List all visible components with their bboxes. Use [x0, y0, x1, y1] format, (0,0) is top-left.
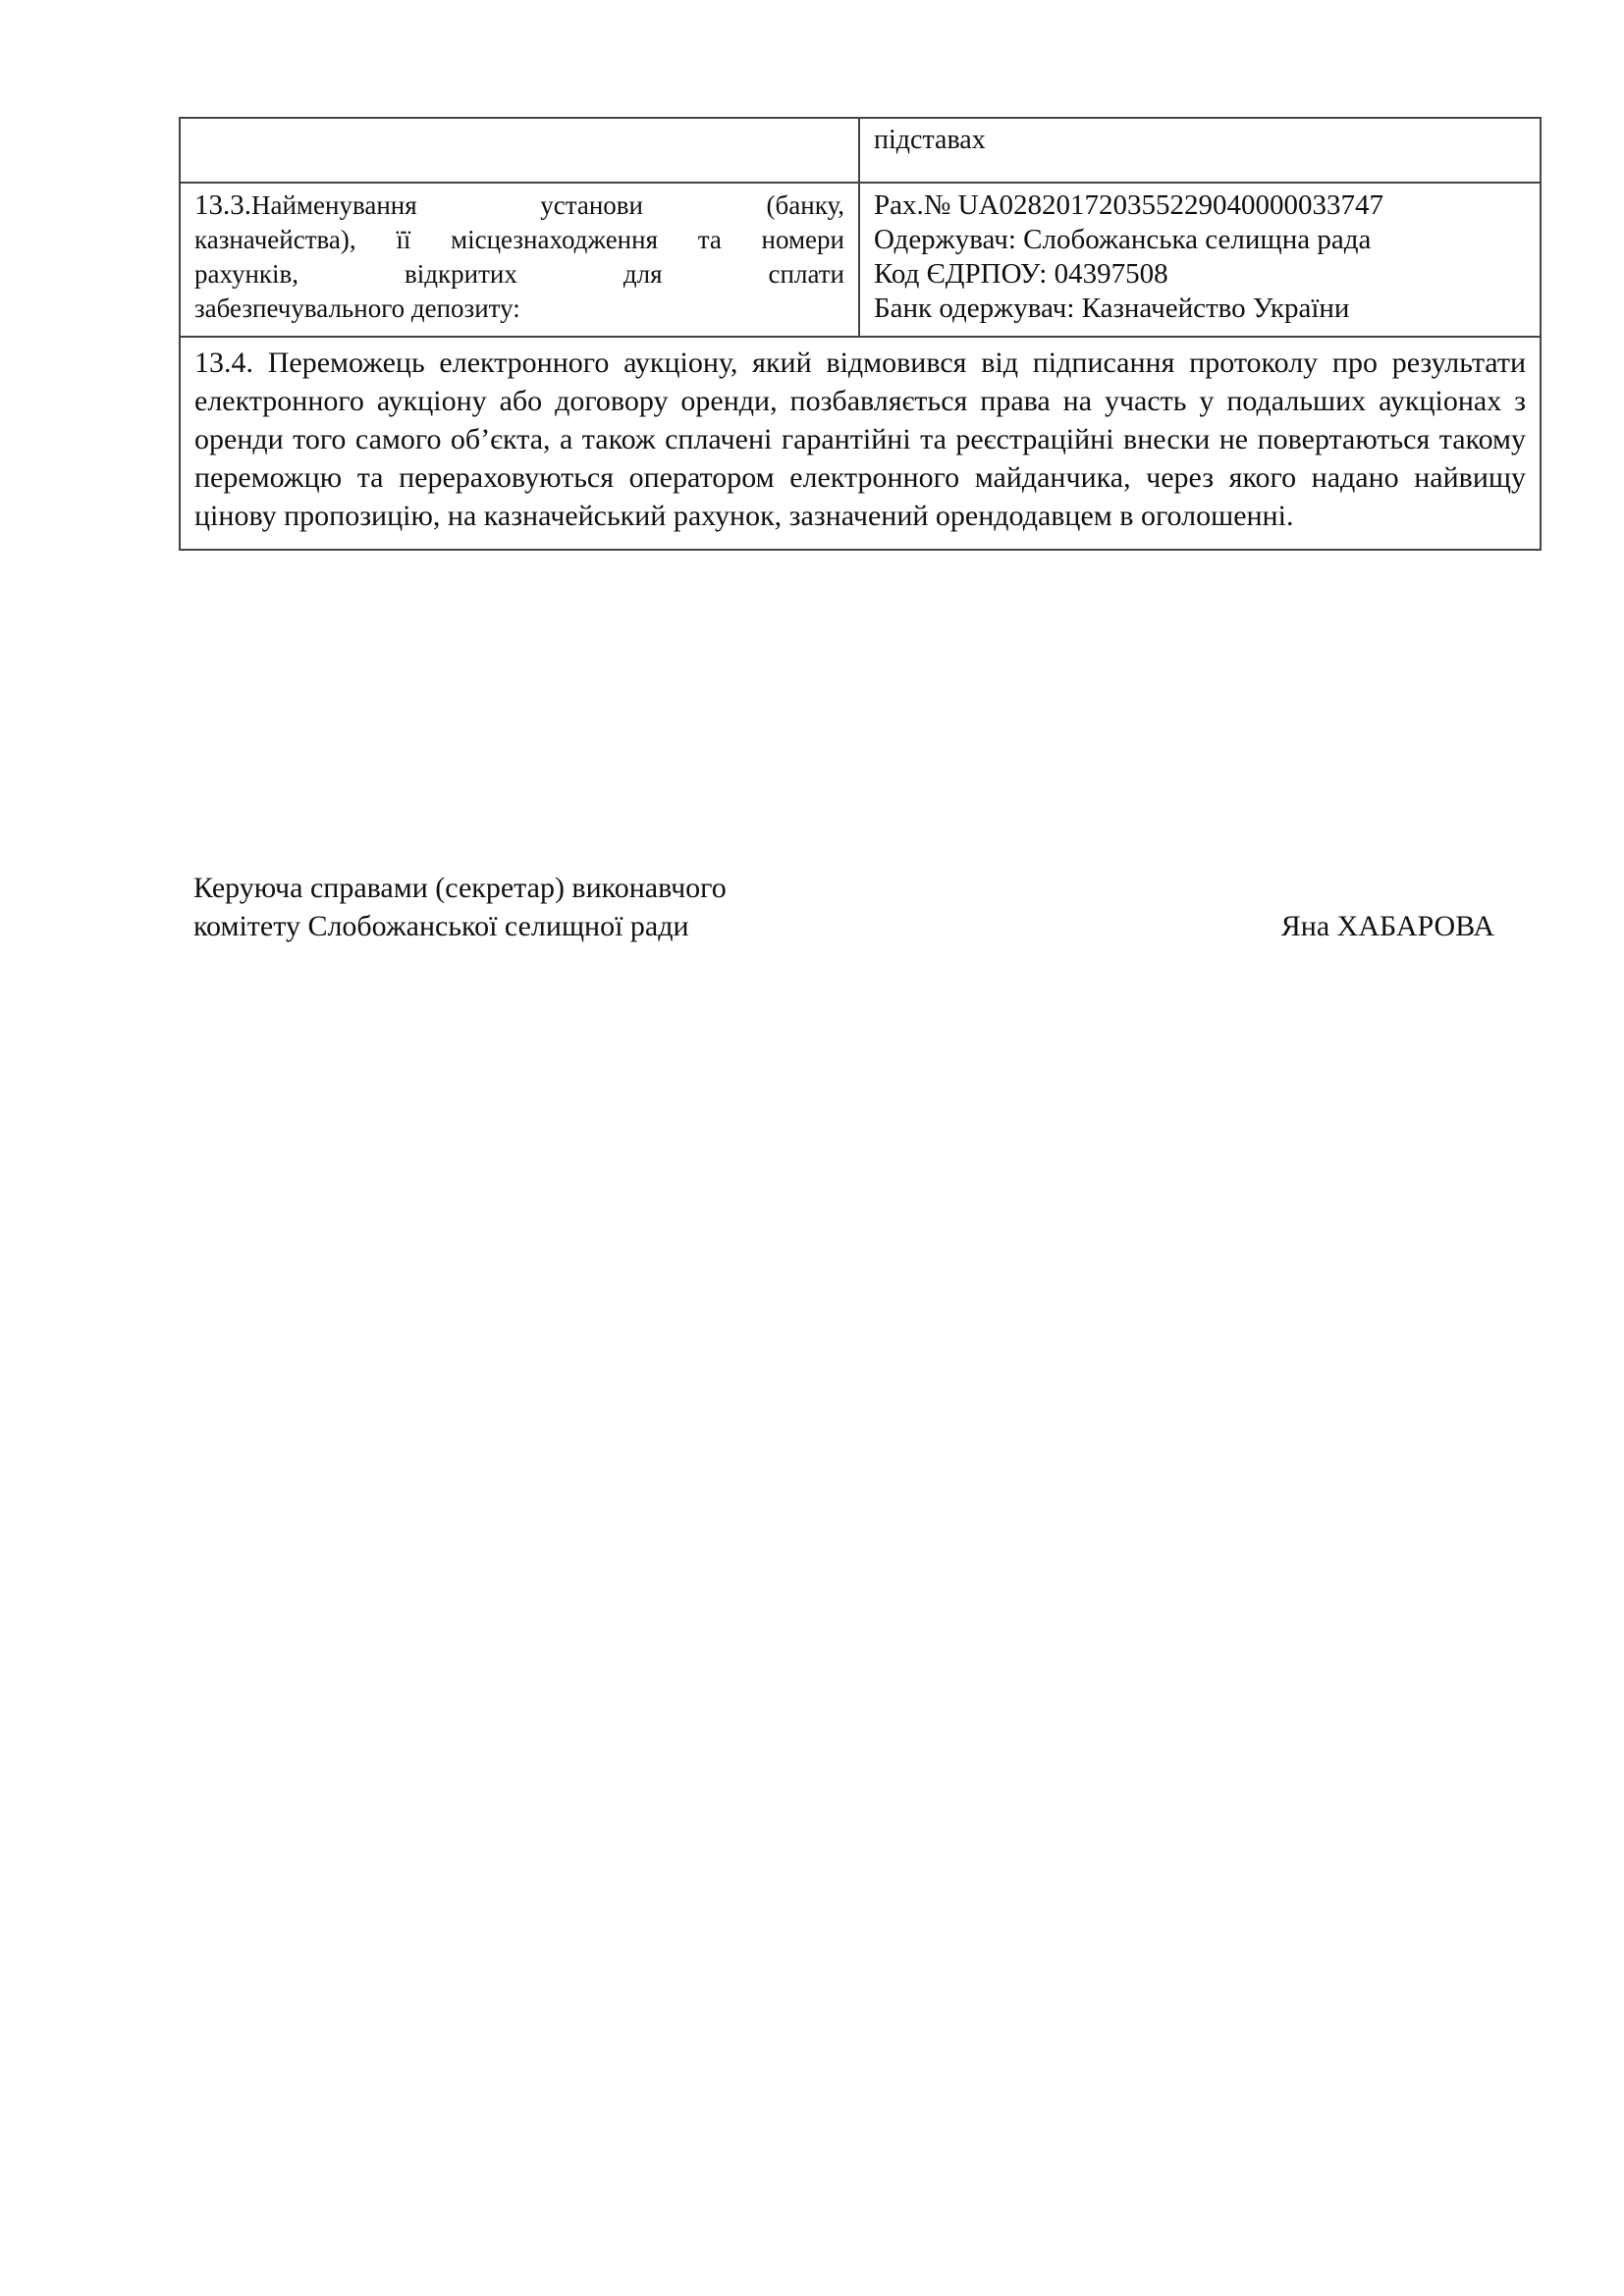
- table-cell-continuation-text: [859, 118, 1541, 183]
- signatory-position-line-2: комітету Слобожанської селищної ради: [193, 910, 689, 942]
- clause-13-4-text: 13.4. Переможець електронного аукціону, який відмовився від підписання протоколу про результати електронного аукціону або договору оренди, позбавляється права на участь у подальших аукціонах з оренди того самого об’єкта, а також сплачені гарантійні та реєстраційні внески не повертаються такому переможцю та перераховуються оператором електронного майданчика, через якого надано найвищу цінову пропозицію, на казначейський рахунок, зазначений орендодавцем в оголошенні.: [194, 347, 1526, 532]
- signatory-name: Яна ХАБАРОВА: [1280, 910, 1494, 942]
- table-cell-13-3-details: [859, 183, 1541, 337]
- table-row-13-3: [180, 183, 1541, 337]
- recipient: Одержувач: Слобожанська селищна рада: [874, 224, 1372, 255]
- clause-title-line-3: рахунків, відкритих для сплати: [194, 259, 844, 289]
- table-row-13-4: [180, 337, 1541, 550]
- table-cell-empty: [180, 118, 859, 183]
- clause-title-line-4: забезпечувального депозиту:: [194, 294, 520, 323]
- clause-title-line-2: казначейства), її місцезнаходження та номери: [194, 225, 844, 254]
- clause-13-3-label: [194, 188, 844, 326]
- table-row-continuation: [180, 118, 1541, 183]
- table-cell-13-3-label: [180, 183, 859, 337]
- account-number: Рах.№ UA028201720355229040000033747: [874, 189, 1384, 221]
- auction-terms-table: [179, 117, 1542, 551]
- recipient-bank: Банк одержувач: Казначейство України: [874, 293, 1350, 324]
- table-cell-13-4: [180, 337, 1541, 550]
- signature-block: [193, 869, 1509, 945]
- signatory-position-line-1: Керуюча справами (секретар) виконавчого: [193, 872, 727, 904]
- clause-number: 13.3.: [194, 189, 251, 221]
- continuation-text: підставах: [874, 125, 986, 155]
- edrpou-code: Код ЄДРПОУ: 04397508: [874, 258, 1168, 290]
- clause-title-line-1: Найменування установи (банку,: [251, 190, 844, 220]
